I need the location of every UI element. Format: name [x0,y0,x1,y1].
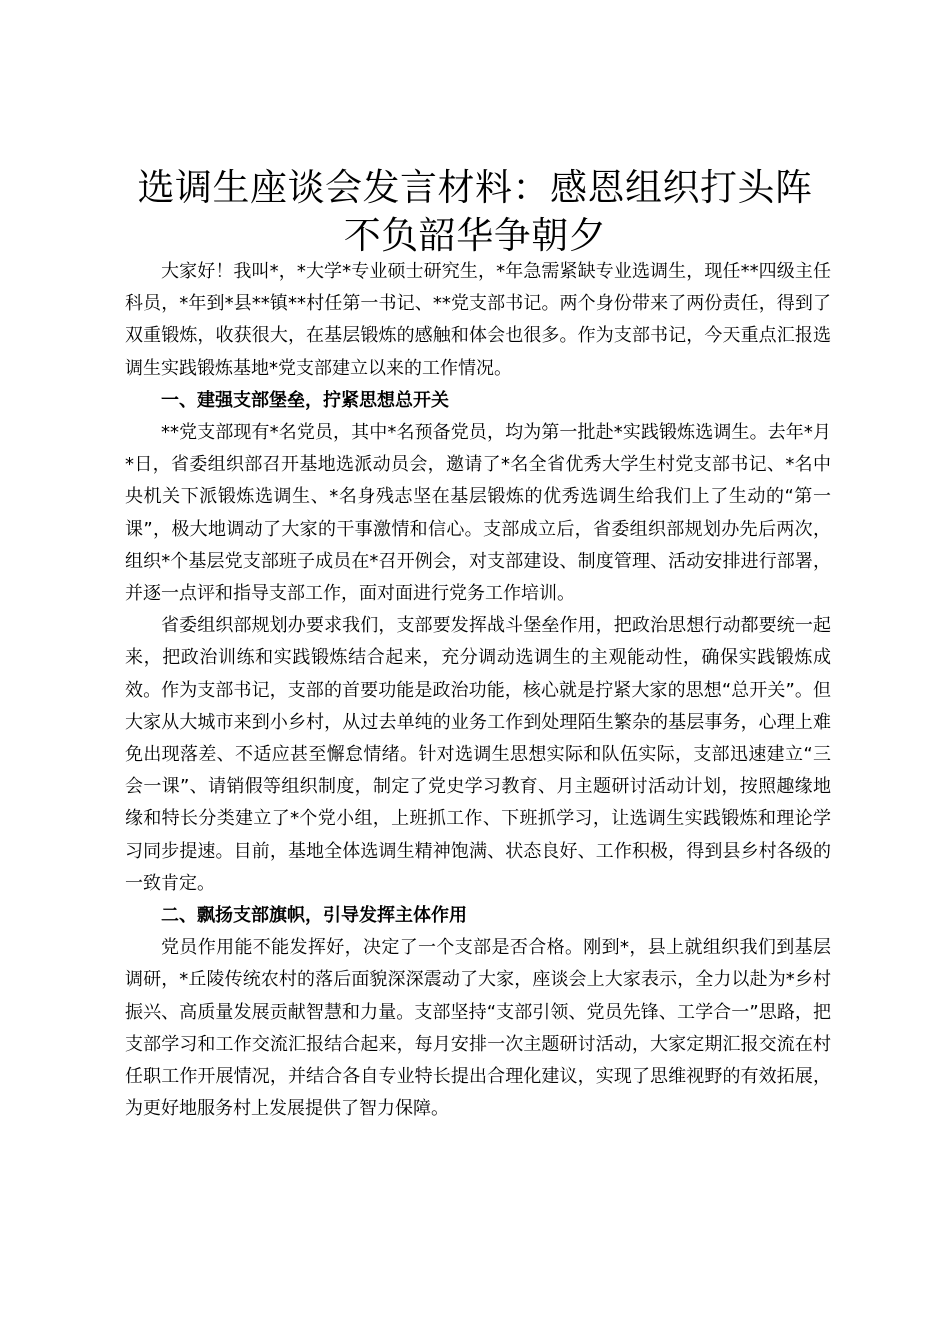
section-heading-1: 一、建强支部堡垒，拧紧思想总开关 [161,389,449,411]
paragraph-intro: 大家好！我叫*，*大学*专业硕士研究生，*年急需紧缺专业选调生，现任**四级主任科员，*年到*县**镇**村任第一书记、**党支部书记。两个身份带来了两份责任，得到了双重锻炼，收获很大，在基层锻炼的感触和体会也很多。作为支部书记，今天重点汇报选调生实践锻炼基地*党支部建立以来的工作情况。 [125,261,831,379]
section-heading-2: 二、飘扬支部旗帜，引导发挥主体作用 [161,905,467,927]
paragraph-branch-overview: **党支部现有*名党员，其中*名预备党员，均为第一批赴*实践锻炼选调生。去年*月*日，省委组织部召开基地选派动员会，邀请了*名全省优秀大学生村党支部书记、*名中央机关下派锻炼选调生、*名身残志坚在基层锻炼的优秀选调生给我们上了生动的“第一课”，极大地调动了大家的干事激情和信心。支部成立后，省委组织部规划办先后两次，组织*个基层党支部班子成员在*召开例会，对支部建设、制度管理、活动安排进行部署，并逐一点评和指导支部工作，面对面进行党务工作培训。 [125,422,831,605]
paragraph-political-function: 省委组织部规划办要求我们，支部要发挥战斗堡垒作用，把政治思想行动都要统一起来，把政治训练和实践锻炼结合起来，充分调动选调生的主观能动性，确保实践锻炼成效。作为支部书记，支部的首要功能是政治功能，核心就是拧紧大家的思想“总开关”。但大家从大城市来到小乡村，从过去单纯的业务工作到处理陌生繁杂的基层事务，心理上难免出现落差、不适应甚至懈怠情绪。针对选调生思想实际和队伍实际，支部迅速建立“三会一课”、请销假等组织制度，制定了党史学习教育、月主题研讨活动计划，按照趣缘地缘和特长分类建立了*个党小组，上班抓工作、下班抓学习，让选调生实践锻炼和理论学习同步提速。目前，基地全体选调生精神饱满、状态良好、工作积极，得到县乡村各级的一致肯定。 [125,615,831,894]
document-title: 选调生座谈会发言材料：感恩组织打头阵 不负韶华争朝夕 [137,166,813,257]
document-body [125,256,831,1125]
paragraph-member-role: 党员作用能不能发挥好，决定了一个支部是否合格。刚到*，县上就组织我们到基层调研，*丘陵传统农村的落后面貌深深震动了大家，座谈会上大家表示，全力以赴为*乡村振兴、高质量发展贡献智慧和力量。支部坚持“支部引领、党员先锋、工学合一”思路，把支部学习和工作交流汇报结合起来，每月安排一次主题研讨活动，大家定期汇报交流在村任职工作开展情况，并结合各自专业特长提出合理化建议，实现了思维视野的有效拓展，为更好地服务村上发展提供了智力保障。 [125,937,831,1120]
